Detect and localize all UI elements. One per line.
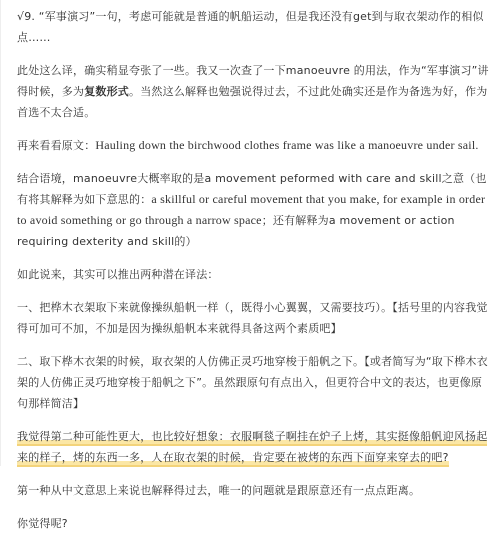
paragraph-1-text: √9. “军事演习”一句，考虑可能就是普通的帆船运动，但是我还没有get到与取衣架动作的相似点……: [17, 10, 484, 44]
paragraph-10: [17, 513, 490, 534]
paragraph-5-text: 如此说来，其实可以推出两种潜在译法：: [17, 268, 219, 281]
paragraph-1: [17, 6, 490, 48]
paragraph-5: [17, 264, 490, 285]
original-quote: Hauling down the birchwood clothes frame was like a manoeuvre under sail.: [95, 138, 479, 152]
translation-option-1: 一、把桦木衣架取下来就像操纵船帆一样（，既得小心翼翼，又需要技巧）。【括号里的内容我觉得可加可不加，不加是因为操纵船帆本来就得具备这两个素质吧】: [17, 301, 488, 335]
highlighted-conclusion: 我觉得第二种可能性更大，也比较好想象：衣服啊毯子啊挂在炉子上烤，其实挺像船帆迎风扬起来的样子，烤的东西一多，人在取衣架的时候，肯定要在被烤的东西下面穿来穿去的吧?: [17, 430, 487, 467]
paragraph-3: [17, 135, 490, 156]
paragraph-6: [17, 297, 490, 339]
paragraph-3-label: 再来看看原文：: [17, 139, 96, 152]
paragraph-4-definition: a skillful or careful movement that you make, for example in order to avoid something or go through a narrow space: [17, 192, 486, 227]
translation-option-2: 二、取下桦木衣架的时候，取衣架的人仿佛正灵巧地穿梭于船帆之下。【或者简写为“取下桦木衣架的人仿佛正灵巧地穿梭于船帆之下”。虽然跟原句有点出入，但更符合中文的表达，也更像原句那样简洁】: [17, 355, 488, 410]
paragraph-7: [17, 351, 490, 414]
paragraph-2-text-before: 此处这么译，确实稍显夸张了一些。我又一次查了一下manoeuvre 的用法，作为“军事演习”讲得时候，多为: [17, 64, 489, 98]
paragraph-4-text-b: ；还有解释为a movement or action requiring dexterity and skill的）: [17, 214, 455, 248]
paragraph-2-bold: 复数形式: [84, 85, 130, 98]
paragraph-4-text-a: 结合语境，manoeuvre大概率取的是a movement peformed with care and skill之意（也有将其解释为如下意思的：: [17, 172, 487, 206]
paragraph-8: [17, 426, 490, 468]
closing-question: 你觉得呢?: [17, 517, 68, 530]
paragraph-4: [17, 168, 490, 252]
paragraph-2: [17, 60, 490, 123]
paragraph-9: [17, 480, 490, 501]
paragraph-2-text-after: 。当然这么解释也勉强说得过去，不过此处确实还是作为备选为好，作为首选不太合适。: [17, 85, 488, 119]
paragraph-9-text: 第一种从中文意思上来说也解释得过去，唯一的问题就是跟原意还有一点点距离。: [17, 484, 421, 497]
